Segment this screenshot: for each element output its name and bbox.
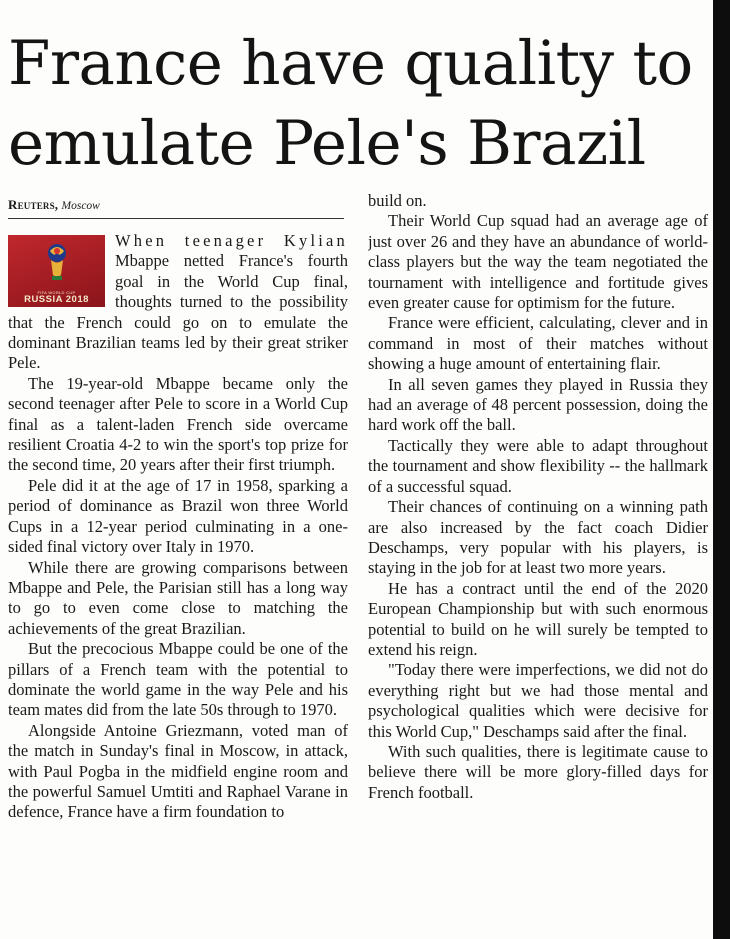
paragraph: Their chances of continuing on a winning path are also increased by the fact coach Didier Deschamps, very popular with his players, is staying in the job for at least two more years.	[368, 497, 708, 578]
world-cup-trophy-icon	[42, 241, 72, 285]
paragraph-text: Mbappe netted France's fourth goal in the World Cup final, thoughts turned to the possibility that the French could go on to emulate the dominant Brazilian teams led by their great striker Pele.	[8, 251, 348, 373]
byline-dateline: Moscow	[61, 200, 100, 212]
paragraph: While there are growing comparisons between Mbappe and Pele, the Parisian still has a long way to go to even come close to matching the achievements of the great Brazilian.	[8, 557, 348, 638]
paragraph: "Today there were imperfections, we did not do everything right but we had those mental and psychological qualities which were decisive for this World Cup," Deschamps said after the final.	[368, 660, 708, 741]
paragraph: Alongside Antoine Griezmann, voted man of the match in Sunday's final in Moscow, in attack, with Paul Pogba in the midfield engine room and the powerful Samuel Umtiti and Raphael Varane in defence, France have a firm foundation to	[8, 720, 348, 822]
logo-text: RUSSIA 2018	[24, 294, 89, 305]
byline	[8, 196, 344, 219]
logo-small-text: FIFA WORLD CUP	[37, 290, 76, 295]
article-column-right	[368, 191, 708, 939]
paragraph: Pele did it at the age of 17 in 1958, sparking a period of dominance as Brazil won three World Cups in a 12-year period culminating in a one-sided final victory over Italy in 1970.	[8, 475, 348, 557]
paragraph: France were efficient, calculating, clever and in command in most of their matches without showing a huge amount of entertaining flair.	[368, 313, 708, 374]
paragraph: Their World Cup squad had an average age of just over 26 and they have an abundance of world-class players but the way the team negotiated the tournament with intelligence and fortitude gives even greater cause for optimism for the future.	[368, 211, 708, 313]
paragraph: He has a contract until the end of the 2020 European Championship but with such enormous potential to build on he will surely be tempted to extend his reign.	[368, 578, 708, 659]
paragraph: Tactically they were able to adapt throughout the tournament and show flexibility -- the hallmark of a successful squad.	[368, 435, 708, 496]
paragraph: With such qualities, there is legitimate cause to believe there will be more glory-filled days for French football.	[368, 741, 708, 802]
lead-words: When teenager Kylian	[115, 231, 348, 250]
byline-agency: Reuters,	[8, 197, 59, 212]
headline: France have quality to emulate Pele's Brazil	[8, 28, 693, 179]
page-edge	[713, 0, 730, 939]
article-column-left	[8, 231, 348, 939]
paragraph: In all seven games they played in Russia they had an average of 48 percent possession, doing the hard work off the ball.	[368, 374, 708, 435]
world-cup-logo	[8, 235, 105, 307]
paragraph: build on.	[368, 191, 427, 210]
paragraph: The 19-year-old Mbappe became only the second teenager after Pele to score in a World Cup final as a talent-laden French side overcame resilient Croatia 4-2 to win the sport's top prize for the second time, 20 years after their first triumph.	[8, 373, 348, 475]
paragraph: But the precocious Mbappe could be one of the pillars of a French team with the potential to dominate the world game in the way Pele and his team mates did from the late 50s through to 1970.	[8, 639, 348, 720]
